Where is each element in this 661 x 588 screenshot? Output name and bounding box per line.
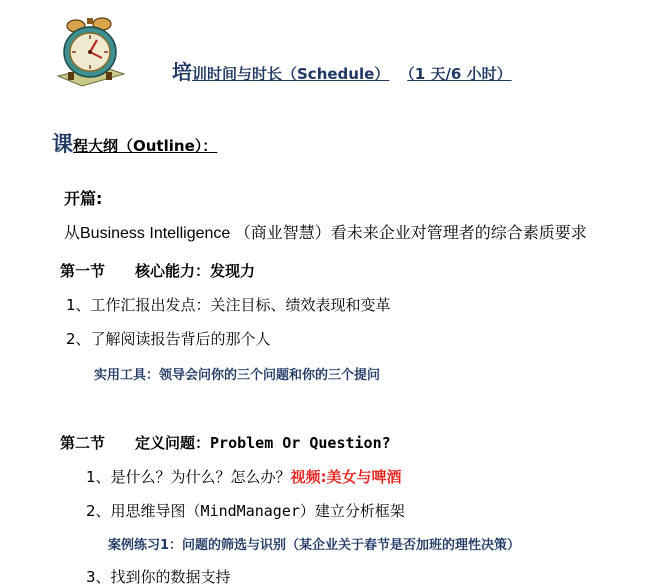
section2-title: [60, 432, 391, 453]
section2-item-3: 3、找到你的数据支持: [86, 568, 231, 586]
section2-item-1-text: 1、是什么？为什么？怎么办？: [86, 468, 291, 486]
section1-title: 第一节 核心能力：发现力: [60, 262, 256, 280]
outline-heading-text: 程大纲（Outline）：: [73, 137, 218, 155]
section2-title-en: Problem Or Question?: [210, 434, 391, 452]
schedule-heading: [172, 56, 512, 85]
section2-item-1: [86, 466, 402, 487]
section2-item-1-video: 视频:美女与啤酒: [290, 468, 402, 486]
schedule-duration: （1 天/6 小时）: [407, 65, 512, 83]
section2-item-2-text-a: 2、用思维导图（: [86, 502, 201, 520]
outline-heading-initial: 课: [52, 132, 73, 156]
opening-label: 开篇:: [64, 189, 103, 208]
section1-item-1: 1、工作汇报出发点：关注目标、绩效表现和变革: [66, 296, 391, 314]
section2-item-2-text-b: ）建立分析框架: [299, 502, 405, 520]
section1-item-2: 2、了解阅读报告背后的那个人: [66, 330, 271, 348]
section2-item-2-tool: MindManager: [200, 502, 300, 520]
schedule-heading-text: 训时间与时长（Schedule）: [192, 65, 390, 83]
section2-item-2: [86, 500, 405, 521]
opening-line: 从Business Intelligence （商业智慧）看未来企业对管理者的综合素质要求: [64, 225, 587, 242]
section1-tool: 实用工具：领导会问你的三个问题和你的三个提问: [94, 368, 381, 383]
outline-heading: [52, 128, 217, 158]
schedule-heading-initial: 培: [172, 60, 192, 84]
section2-title-cn: 第二节 定义问题：: [60, 434, 211, 452]
section2-case: 案例练习1：问题的筛选与识别（某企业关于春节是否加班的理性决策）: [108, 538, 521, 553]
alarm-clock-icon: [52, 16, 128, 88]
